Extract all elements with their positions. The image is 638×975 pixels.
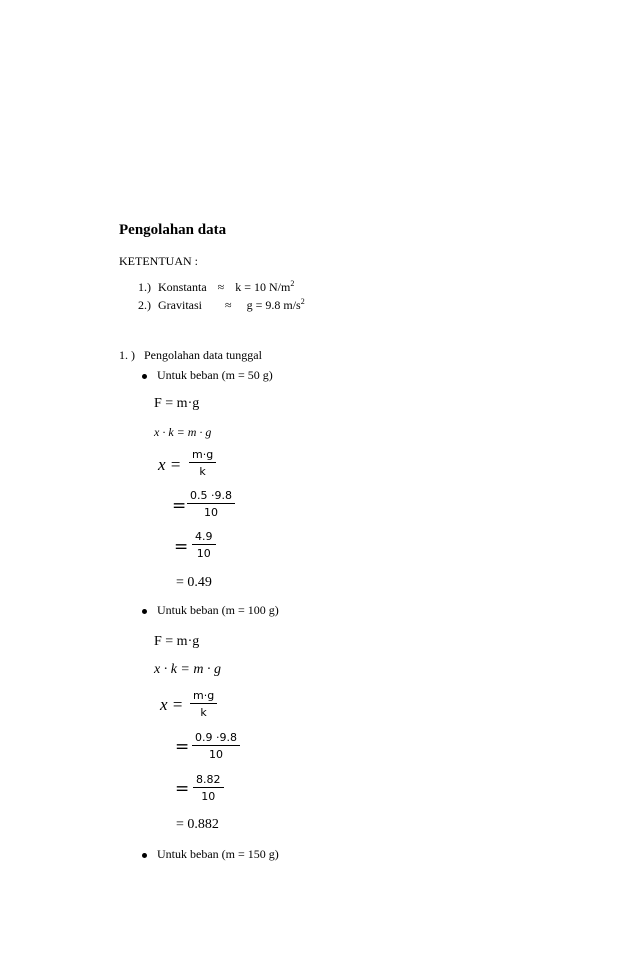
case-1-force-eq: F = m·g <box>154 396 200 411</box>
case-1-label: Untuk beban (m = 50 g) <box>157 368 273 382</box>
equals-sign: = <box>175 737 190 757</box>
section-num: 1. ) <box>119 348 135 362</box>
ketentuan-label: KETENTUAN : <box>119 254 198 268</box>
constant-exponent: 2 <box>290 279 295 288</box>
case-2-hooke-eq: x · k = m · g <box>154 662 221 677</box>
constant-item-2 <box>138 297 305 313</box>
constant-item-1 <box>138 279 294 295</box>
case-1-fraction-product <box>192 530 216 560</box>
bullet-icon <box>142 853 147 858</box>
constant-value: k = 10 N/m <box>235 280 291 294</box>
fraction-denominator: k <box>200 706 207 719</box>
case-3-label: Untuk beban (m = 150 g) <box>157 847 279 861</box>
bullet-icon <box>142 609 147 614</box>
case-1-result: = 0.49 <box>176 575 212 590</box>
fraction-denominator: 10 <box>196 547 211 560</box>
case-1-fraction-substituted <box>187 489 235 519</box>
constant-exponent: 2 <box>300 297 305 306</box>
fraction-denominator: 10 <box>208 748 223 761</box>
fraction-denominator: 10 <box>203 506 218 519</box>
constant-num: 2.) <box>138 298 151 312</box>
case-2-fraction-product <box>193 773 224 803</box>
case-1-fraction-formula <box>189 448 216 478</box>
section-title: Pengolahan data tunggal <box>144 348 262 362</box>
constant-value: g = 9.8 m/s <box>246 298 301 312</box>
equals-sign: = <box>172 496 187 516</box>
fraction-denominator: 10 <box>201 790 216 803</box>
case-1-x-lhs: x = <box>158 455 182 474</box>
equals-sign: = <box>175 779 190 799</box>
fraction-numerator: 0.9 ·9.8 <box>192 731 240 746</box>
constant-name: Gravitasi <box>158 298 202 312</box>
fraction-numerator: m·g <box>190 689 217 704</box>
fraction-denominator: k <box>199 465 206 478</box>
approx-symbol: ≈ <box>217 280 225 294</box>
section-heading: Pengolahan data <box>119 222 227 238</box>
bullet-icon <box>142 374 147 379</box>
fraction-numerator: m·g <box>189 448 216 463</box>
constant-num: 1.) <box>138 280 151 294</box>
case-2-force-eq: F = m·g <box>154 634 200 649</box>
equals-sign: = <box>174 537 189 557</box>
case-2-label: Untuk beban (m = 100 g) <box>157 603 279 617</box>
case-2-x-lhs: x = <box>160 695 184 714</box>
fraction-numerator: 8.82 <box>193 773 224 788</box>
case-2-fraction-formula <box>190 689 217 719</box>
section-1-title <box>119 348 262 363</box>
case-2-result: = 0.882 <box>176 817 219 832</box>
case-1-hooke-eq: x · k = m · g <box>154 425 212 439</box>
fraction-numerator: 4.9 <box>192 530 216 545</box>
constant-name: Konstanta <box>158 280 207 294</box>
fraction-numerator: 0.5 ·9.8 <box>187 489 235 504</box>
case-2-fraction-substituted <box>192 731 240 761</box>
approx-symbol: ≈ <box>225 298 232 312</box>
